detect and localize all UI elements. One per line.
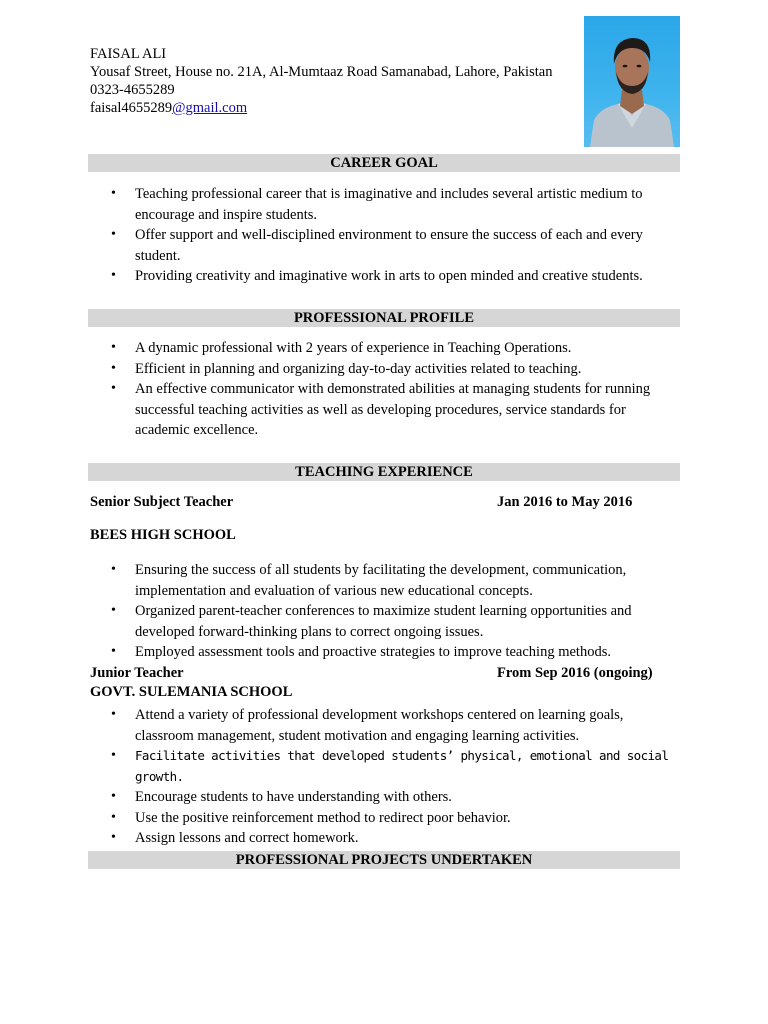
phone-number: 0323-4655289 [90, 82, 175, 98]
email [90, 99, 560, 117]
list-item: • A dynamic professional with 2 years of experience in Teaching Operations. [88, 338, 680, 359]
list-item: • Efficient in planning and organizing day-to-day activities related to teaching. [88, 359, 680, 380]
list-item: • Teaching professional career that is imaginative and includes several artistic medium to encourage and inspire students. [88, 184, 680, 225]
list-item-text: Facilitate activities that developed students’ physical, emotional and social growth. [135, 748, 669, 784]
list-item [88, 746, 680, 787]
candidate-name: FAISAL ALI [90, 46, 167, 62]
career-goal-list [88, 184, 680, 287]
job-title: Senior Subject Teacher [90, 494, 234, 510]
list-item: • Attend a variety of professional development workshops centered on learning goals, classroom management, student motivation and engaging learning activities. [88, 705, 680, 746]
profile-photo-portrait [584, 16, 680, 147]
job-title: Junior Teacher [90, 665, 184, 681]
list-item: • Assign lessons and correct homework. [88, 828, 680, 849]
list-item: • Providing creativity and imaginative work in arts to open minded and creative students. [88, 266, 680, 287]
school-name: GOVT. SULEMANIA SCHOOL [90, 684, 293, 700]
job-duties-list [88, 560, 680, 663]
career-goal-heading: CAREER GOAL [88, 154, 680, 172]
professional-profile-list [88, 338, 680, 441]
professional-projects-heading: PROFESSIONAL PROJECTS UNDERTAKEN [88, 851, 680, 869]
list-item: • Ensuring the success of all students by facilitating the development, communication, implementation and evaluation of various new educational concepts. [88, 560, 680, 601]
school-name: BEES HIGH SCHOOL [90, 527, 236, 543]
profile-photo [584, 16, 680, 147]
job-dates: From Sep 2016 (ongoing) [497, 665, 653, 681]
teaching-experience-heading: TEACHING EXPERIENCE [88, 463, 680, 481]
job-dates: Jan 2016 to May 2016 [497, 494, 633, 510]
list-item: • Offer support and well-disciplined environment to ensure the success of each and every student. [88, 225, 680, 266]
list-item: • Use the positive reinforcement method to redirect poor behavior. [88, 808, 680, 829]
email-user: faisal4655289 [90, 100, 173, 116]
list-item: • Organized parent-teacher conferences to maximize student learning opportunities and developed forward-thinking plans to correct ongoing issues. [88, 601, 680, 642]
contact-block [90, 45, 560, 117]
list-item: • Encourage students to have understanding with others. [88, 787, 680, 808]
job-duties-list [88, 705, 680, 849]
address: Yousaf Street, House no. 21A, Al-Mumtaaz Road Samanabad, Lahore, Pakistan [90, 64, 553, 80]
list-item: • Employed assessment tools and proactive strategies to improve teaching methods. [88, 642, 680, 663]
list-item: • An effective communicator with demonstrated abilities at managing students for running successful teaching activities as well as developing procedures, service standards for academic excellence. [88, 379, 680, 441]
professional-profile-heading: PROFESSIONAL PROFILE [88, 309, 680, 327]
email-link[interactable]: @gmail.com [172, 100, 248, 116]
